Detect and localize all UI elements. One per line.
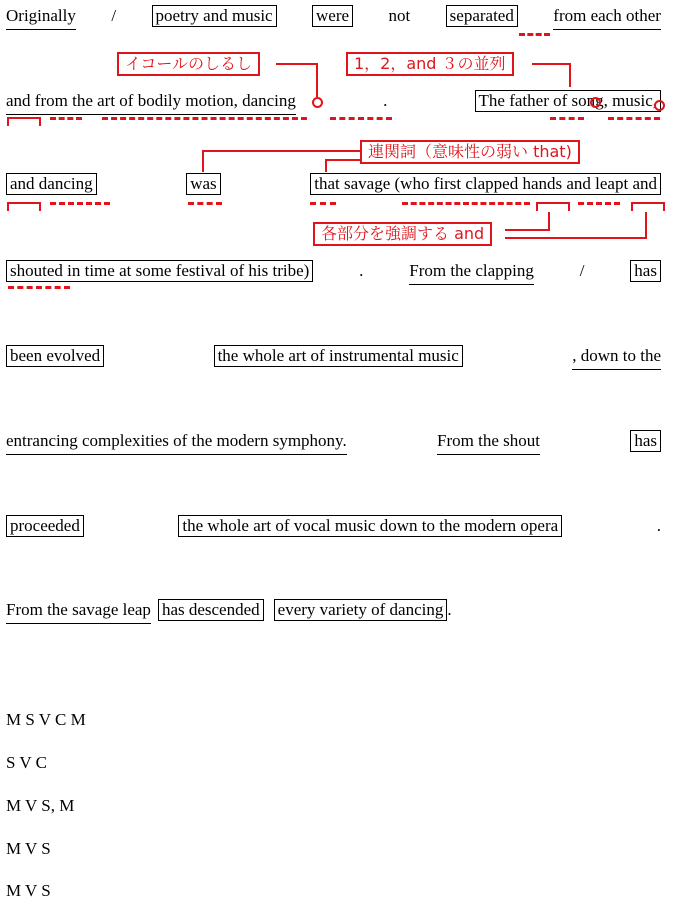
- verb-box-been-evolved: been evolved: [6, 345, 104, 367]
- complement-box: separated: [446, 5, 518, 27]
- slash-divider: /: [579, 261, 585, 280]
- subject-box-father: The father of song, music,: [475, 90, 661, 112]
- complement-box-festival: shouted in time at some festival of his tribe): [6, 260, 313, 282]
- verb-box-has: has: [630, 430, 661, 452]
- comma-circle-mark: [590, 97, 601, 108]
- dash-mark-dancing: [330, 117, 392, 120]
- period: .: [447, 600, 452, 619]
- text-line-2: [6, 88, 661, 114]
- comma-circle-mark: [654, 100, 665, 111]
- complement-box-savage: that savage (who first clapped hands and leapt and: [310, 173, 661, 195]
- verb-box-has-descended: has descended: [158, 599, 264, 621]
- verb-box-was: was: [186, 173, 220, 195]
- verb-box-has: has: [630, 260, 661, 282]
- comma-circle-mark: [312, 97, 323, 108]
- subject-box-variety-of-dancing: every variety of dancing: [274, 599, 448, 621]
- modifier-from-the-shout: From the shout: [437, 428, 540, 455]
- svc-line-2: S V C: [6, 753, 47, 772]
- dash-mark-shouted: [8, 286, 70, 289]
- word-not: not: [388, 6, 411, 25]
- svc-line-4: M V S: [6, 839, 51, 858]
- dash-mark-who: [310, 202, 336, 205]
- text-line-4: [6, 258, 661, 284]
- subject-box: poetry and music: [152, 5, 277, 27]
- dash-mark-that: [188, 202, 222, 205]
- bracket-mark-and: [536, 202, 570, 211]
- period: .: [383, 91, 388, 110]
- dash-mark-leapt: [578, 202, 620, 205]
- dash-mark-from: [50, 117, 82, 120]
- subject-box-instrumental-music: the whole art of instrumental music: [214, 345, 463, 367]
- note-parallel-list: 1，2，and ３の並列: [346, 52, 514, 76]
- bracket-mark-and: [7, 117, 41, 126]
- modifier-bodily-motion: and from the art of bodily motion, dancing: [6, 88, 296, 115]
- dash-mark-art-of-bodily-motion: [102, 117, 307, 120]
- subject-box-vocal-music: the whole art of vocal music down to the modern opera: [178, 515, 562, 537]
- note-emphasis-and: 各部分を強調する and: [313, 222, 492, 246]
- dash-mark-clapped-hands: [402, 202, 530, 205]
- bracket-mark-and: [7, 202, 41, 211]
- text-line-3: [6, 173, 661, 199]
- slash-divider: /: [111, 6, 117, 25]
- note-equal-sign: イコールのしるし: [117, 52, 260, 76]
- modifier-from-each-other: from each other: [553, 3, 661, 30]
- modifier-down-to-the: , down to the: [572, 343, 661, 370]
- text-line-6: [6, 428, 661, 454]
- modifier-modern-symphony: entrancing complexities of the modern symphony.: [6, 428, 347, 455]
- verb-box: were: [312, 5, 353, 27]
- svc-line-3: M V S, M: [6, 796, 75, 815]
- modifier-savage-leap: From the savage leap: [6, 597, 151, 624]
- text-line-1: [6, 3, 661, 29]
- verb-box-proceeded: proceeded: [6, 515, 84, 537]
- svc-line-1: M S V C M: [6, 710, 86, 729]
- modifier-originally: Originally: [6, 3, 76, 30]
- svc-line-5: M V S: [6, 881, 51, 900]
- text-line-7: [6, 513, 661, 539]
- dash-mark-from: [519, 33, 550, 36]
- text-line-8: [6, 597, 661, 623]
- period: .: [656, 516, 661, 535]
- subject-box-dancing: and dancing: [6, 173, 97, 195]
- dash-mark-music: [608, 117, 660, 120]
- note-relative-that: 連関詞（意味性の弱い that): [360, 140, 580, 164]
- dash-mark-dancing: [50, 202, 110, 205]
- text-line-5: [6, 343, 661, 369]
- bracket-mark-and: [631, 202, 665, 211]
- modifier-from-the-clapping: From the clapping: [409, 258, 534, 285]
- period: .: [359, 261, 364, 280]
- dash-mark-song: [550, 117, 584, 120]
